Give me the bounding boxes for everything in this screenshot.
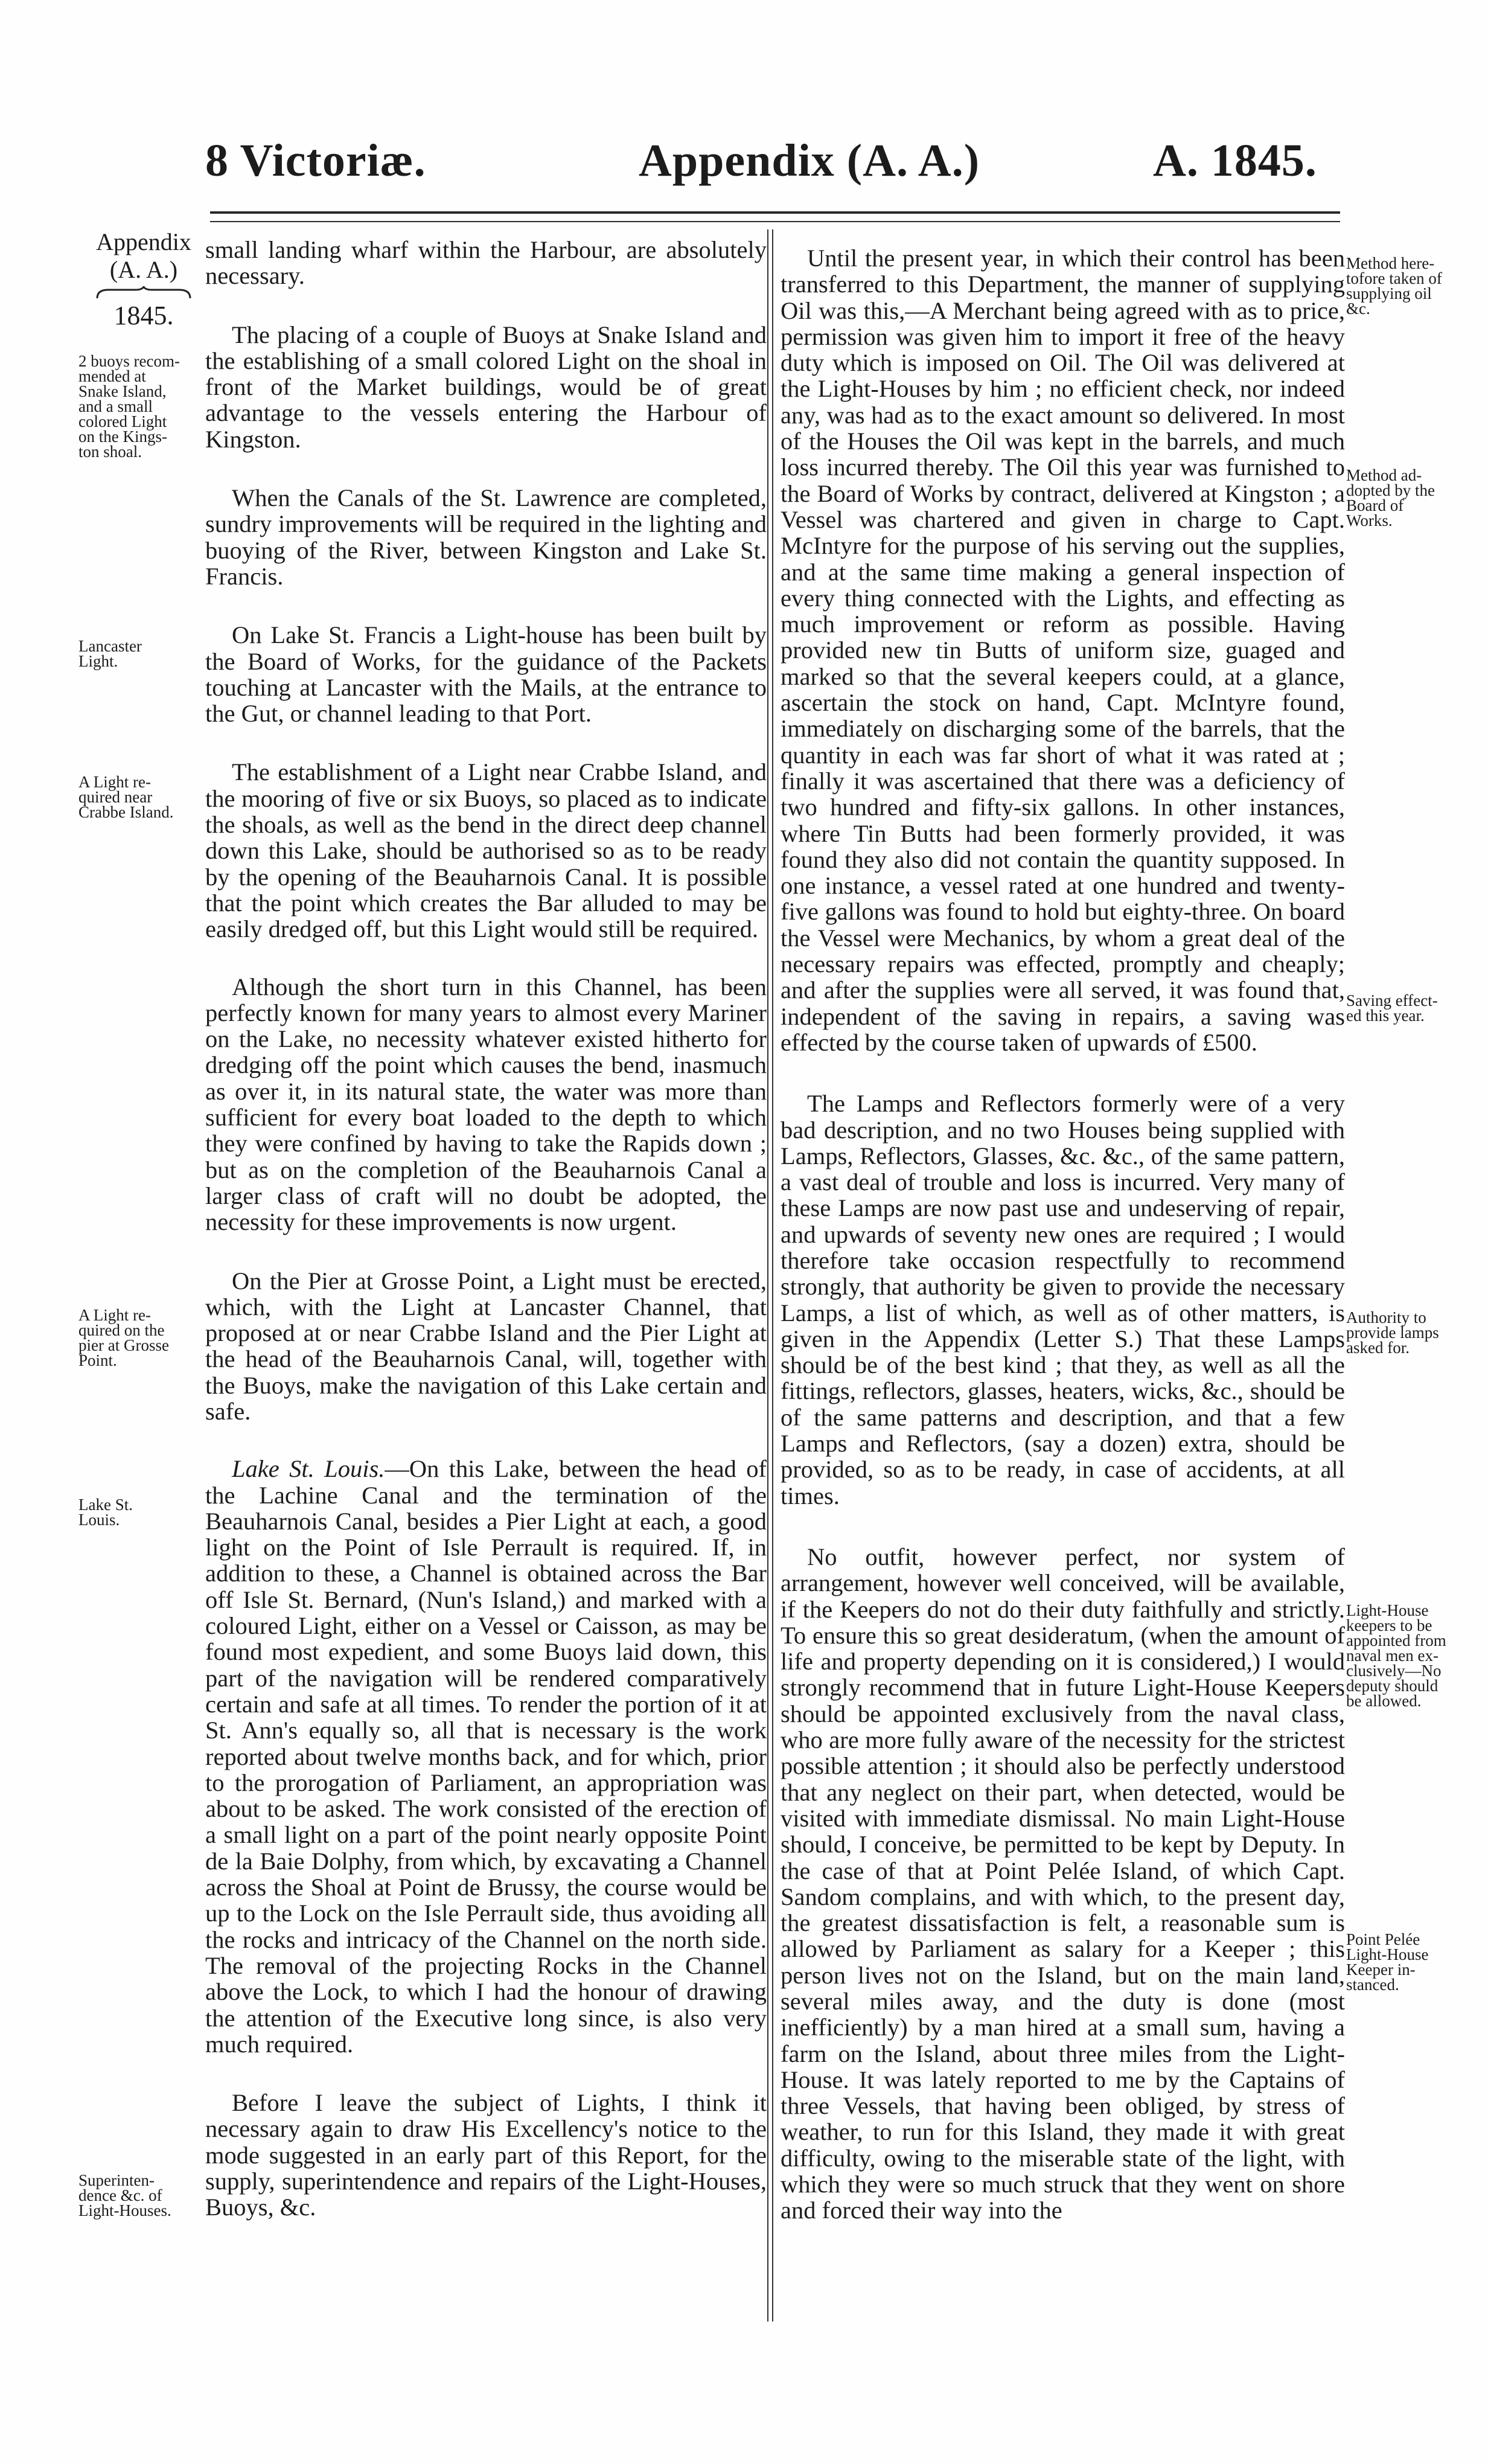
paragraph: Although the short turn in this Channel, has been perfectly known for many years to almost every Mariner on the Lake, no necessity whatever existed hitherto for dredging off the point which causes the bend, inasmuch as over it, in its natural state, the water was more than sufficient for every boat loaded to the depth to which they were confined by having to take the Rapids down ; but as on the completion of the Beauharnois Canal a larger class of craft will no doubt be adopted, the necessity for these improvements is now urgent.	[205, 973, 767, 1236]
appendix-margin-label: Appendix	[96, 228, 191, 255]
side-note-keepers-naval: Light-House keepers to be appointed from naval men ex- clusively—No deputy should be allowed.	[1346, 1601, 1446, 1710]
paragraph: The establishment of a Light near Crabbe Island, and the mooring of five or six Buoys, so placed as to indicate the shoals, as well as the bend in the direct deep channel down this Lake, should be authorised so as to be ready by the opening of the Beauharnois Canal. It is possible that the point which creates the Bar alluded to may be easily dredged off, but this Light would still be required.	[205, 758, 767, 943]
brace-ornament	[96, 286, 191, 299]
paragraph: Before I leave the subject of Lights, I think it necessary again to draw His Excellency's notice to the mode suggested in an early part of this Report, for the supply, superintendence and repairs of the Light-Houses, Buoys, &c.	[205, 2089, 767, 2221]
paragraph-body: —On this Lake, between the head of the Lachine Canal and the termination of the Beauharnois Canal, besides a Pier Light at each, a good light on the Point of Isle Perrault is required. If, in addition to these, a Channel is obtained across the Bar off Isle St. Bernard, (Nun's Island,) and marked with a coloured Light, either on a Vessel or Caisson, as may be found most expedient, and some Buoys laid down, this part of the navigation will be rendered comparatively certain and safe at all times. To render the portion of it at St. Ann's equally so, all that is necessary is the work reported about twelve months back, and for which, prior to the prorogation of Parliament, an appropriation was about to be asked. The work consisted of the erection of a small light on a part of the point nearly opposite Point de la Baie Dolphy, from which, by excavating a Channel across the Shoal at Point de Brussy, the course would be up to the Lock on the Isle Perrault side, thus avoiding all the rocks and intricacy of the Channel on the north side. The removal of the projecting Rocks in the Channel above the Lock, to which I had the honour of drawing the attention of the Executive long since, is also very much required.	[205, 1455, 767, 2058]
side-note-saving-effected: Saving effect- ed this year.	[1346, 991, 1438, 1025]
header-rule-thick	[210, 211, 1340, 214]
side-note-crabbe-island: A Light re- quired near Crabbe Island.	[78, 773, 174, 821]
appendix-margin-block	[89, 228, 198, 330]
header-rule-thin	[210, 221, 1340, 222]
running-header-appendix: Appendix (A. A.)	[639, 135, 980, 186]
side-note-buoys-snake-island: 2 buoys recom- mended at Snake Island, and a small colored Light on the Kings- ton shoal.	[78, 352, 180, 461]
side-note-lancaster-light: Lancaster Light.	[78, 637, 142, 670]
appendix-margin-ref: (A. A.)	[109, 256, 178, 283]
side-note-authority-lamps: Authority to provide lamps asked for.	[1346, 1308, 1439, 1357]
side-note-point-pelee: Point Pelée Light-House Keeper in- stanced.	[1346, 1930, 1429, 1994]
paragraph: The placing of a couple of Buoys at Snake Island and the establishing of a small colored Light on the shoal in front of the Market buildings, would be of great advantage to the vessels entering the Harbour of Kingston.	[205, 321, 767, 453]
side-note-superintendence: Superinten- dence &c. of Light-Houses.	[78, 2171, 171, 2219]
side-note-lake-st-louis: Lake St. Louis.	[78, 1496, 133, 1529]
side-note-grosse-point: A Light re- quired on the pier at Grosse Point.	[78, 1306, 169, 1369]
paragraph: No outfit, however perfect, nor system of arrangement, however well conceived, will be available, if the Keepers do not do their duty faithfully and strictly. To ensure this so great desideratum, (when the amount of life and property depending on it is considered,) I would strongly recommend that in future Light-House Keepers should be appointed exclusively from the naval class, who are more fully aware of the necessity for the strictest possible attention ; it should also be perfectly understood that any neglect on their part, when detected, would be visited with immediate dismissal. No main Light-House should, I conceive, be permitted to be kept by Deputy. In the case of that at Point Pelée Island, of which Capt. Sandom complains, and with which, to the present day, the greatest dissatisfaction is felt, a reasonable sum is allowed by Parliament as salary for a Keeper ; this person lives not on the Island, but on the main land, several miles away, and the duty is done (most inefficiently) by a man hired at a small sum, having a farm on the Island, about three miles from the Light-House. It was lately reported to me by the Captains of three Vessels, that having been obliged, by stress of weather, to run for this Island, they made it with great difficulty, owing to the miserable state of the light, with which they were so much struck that they went on shore and forced their way into the	[781, 1543, 1345, 2224]
paragraph: small landing wharf within the Harbour, are absolutely necessary.	[205, 236, 767, 290]
left-column	[205, 237, 767, 2221]
paragraph: When the Canals of the St. Lawrence are completed, sundry improvements will be required in the lighting and buoying of the River, between Kingston and Lake St. Francis.	[205, 484, 767, 590]
paragraph: On the Pier at Grosse Point, a Light must be erected, which, with the Light at Lancaster Channel, that proposed at or near Crabbe Island and the Pier Light at the head of the Beauharnois Canal, will, together with the Buoys, make the navigation of this Lake certain and safe.	[205, 1267, 767, 1425]
appendix-margin-year: 1845.	[113, 301, 174, 330]
side-note-method-adopted: Method ad- dopted by the Board of Works.	[1346, 466, 1435, 530]
column-divider	[767, 229, 773, 2322]
running-header-session: 8 Victoriæ.	[205, 135, 426, 186]
section-lead-lake-st-louis: Lake St. Louis.	[232, 1455, 385, 1483]
paragraph: The Lamps and Reflectors formerly were of a very bad description, and no two Houses being supplied with Lamps, Reflectors, Glasses, &c. &c., of the same pattern, a vast deal of trouble and loss is incurred. Very many of these Lamps are now past use and undeserving of repair, and upwards of seventy new ones are required ; I would therefore take occasion respectfully to recommend strongly, that authority be given to provide the necessary Lamps, a list of which, as well as of other matters, is given in the Appendix (Letter S.) That these Lamps should be of the best kind ; that they, as well as all the fittings, reflectors, glasses, heaters, wicks, &c., should be of the same patterns and description, and that a few Lamps and Reflectors, (say a dozen) extra, should be provided, so as to be ready, in case of accidents, at all times.	[781, 1090, 1345, 1509]
paragraph: On Lake St. Francis a Light-house has been built by the Board of Works, for the guidance of the Packets touching at Lancaster with the Mails, at the entrance to the Gut, or channel leading to that Port.	[205, 621, 767, 728]
side-note-method-heretofore: Method here- tofore taken of supplying oil &c.	[1346, 254, 1442, 318]
running-header-year: A. 1845.	[1153, 135, 1317, 186]
right-column	[781, 237, 1345, 2224]
paragraph-lake-st-louis	[205, 1456, 767, 2057]
paragraph: Until the present year, in which their control has been transferred to this Department, the manner of supplying Oil was this,—A Merchant being agreed with as to price, permission was given him to import it free of the heavy duty which is imposed on Oil. The Oil was delivered at the Light-Houses by him ; no efficient check, nor indeed any, was had as to the exact amount so delivered. In most of the Houses the Oil was kept in the barrels, and much loss incurred thereby. The Oil this year was furnished to the Board of Works by contract, delivered at Kingston ; a Vessel was chartered and given in charge to Capt. McIntyre for the purpose of his serving out the supplies, and at the same time making a general inspection of every thing connected with the Lights, and effecting as much improvement or reform as possible. Having provided new tin Butts of uniform size, guaged and marked so that the several keepers could, at a glance, ascertain the stock on hand, Capt. McIntyre found, immediately on discharging some of the barrels, that the quantity in each was far short of what it was rated at ; finally it was ascertained that there was a deficiency of two hundred and fifty-six gallons. In other instances, where Tin Butts had been formerly provided, it was found they also did not contain the quantity supposed. In one instance, a vessel rated at one hundred and twenty-five gallons was found to hold but eighty-three. On board the Vessel were Mechanics, by whom a great deal of the necessary repairs was effected, promptly and cheaply; and after the supplies were all served, it was found that, independent of the saving in repairs, a saving was effected by the course taken of upwards of £500.	[781, 245, 1345, 1056]
